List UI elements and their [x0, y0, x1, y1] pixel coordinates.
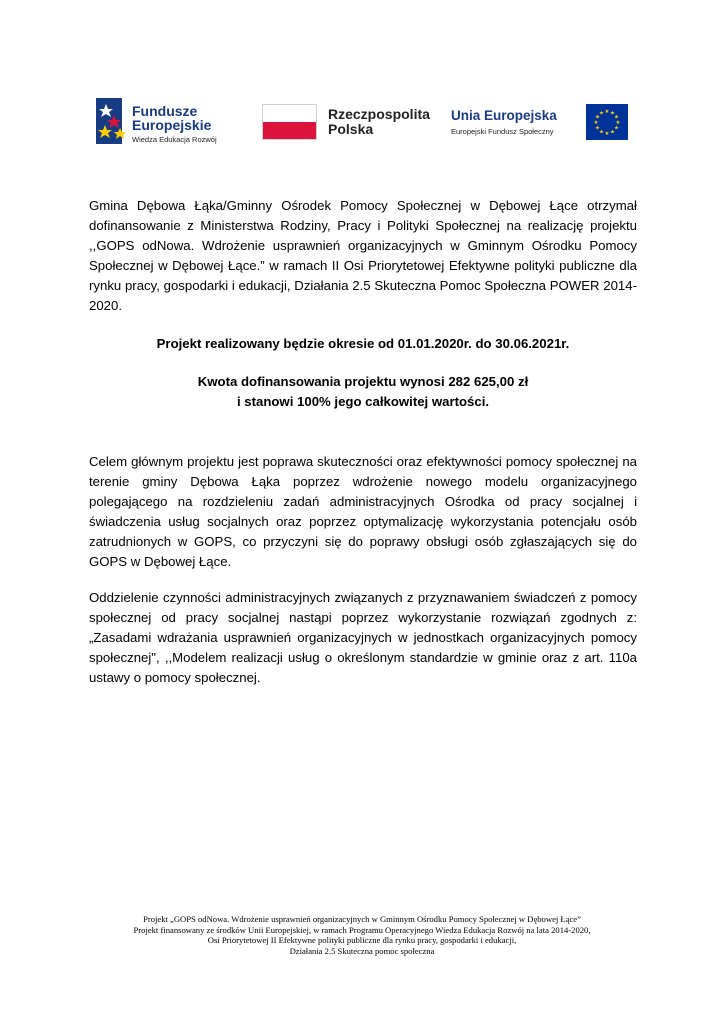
footer-line4: Działania 2.5 Skuteczna pomoc społeczna — [289, 945, 435, 956]
unia-europejska-logo — [451, 104, 631, 144]
eu-star-icon: ★ — [615, 120, 621, 126]
eu-star-icon: ★ — [610, 129, 615, 136]
goal-paragraph: Celem głównym projektu jest poprawa skuteczności oraz efektywności pomocy społecznej na terenie gminy Dębowa Łąka poprzez wdrożenie nowego modelu organizacyjnego polegającego na rozdzieleniu zadań administracyjnych Ośrodka od pracy socjalnej i świadczenia usług socjalnych oraz poprzez optymalizację wykorzystania potencjału osób zatrudnionych w GOPS, co przyczyni się do poprawy obsługi osób zgłaszających się do GOPS w Dębowej Łące. — [89, 454, 637, 569]
eu-star-icon: ★ — [595, 125, 600, 132]
eu-star-icon: ★ — [614, 114, 619, 121]
fe-line1: Fundusze — [132, 103, 198, 119]
funding-amount: Kwota dofinansowania projektu wynosi 282 625,00 zł — [197, 374, 529, 389]
footer-line2: Projekt finansowany ze środków Unii Europejskiej, w ramach Programu Operacyjnego Wiedza Edukacja Rozwój na lata 2014-2020, — [133, 924, 591, 935]
eu-star-icon: ★ — [599, 129, 604, 136]
eu-star-icon: ★ — [604, 109, 610, 115]
fe-line3: Wiedza Edukacja Rozwój — [132, 135, 217, 144]
footer — [60, 914, 664, 956]
rp-line1: Rzeczpospolita — [328, 106, 430, 122]
ue-line1: Unia Europejska — [451, 108, 557, 123]
footer-line3: Osi Priorytetowej II Efektywne polityki publiczne dla rynku pracy, gospodarki i edukacji, — [207, 935, 517, 946]
rzeczpospolita-polska-logo — [262, 104, 432, 142]
eu-star-icon: ★ — [610, 110, 615, 117]
eu-star-icon: ★ — [593, 120, 599, 126]
eu-star-icon: ★ — [604, 131, 610, 137]
polish-flag-icon — [262, 104, 317, 140]
eu-star-icon: ★ — [595, 114, 600, 121]
footer-line1: Projekt „GOPS odNowa. Wdrożenie usprawnień organizacyjnych w Gminnym Ośrodku Pomocy Społecznej w Dębowej Łące” — [143, 914, 581, 924]
fe-line2: Europejskie — [132, 117, 212, 133]
eu-star-icon: ★ — [599, 110, 604, 117]
eu-flag-icon — [586, 104, 628, 140]
fe-stars-icon — [96, 98, 130, 144]
document-body — [89, 196, 637, 688]
intro-paragraph: Gmina Dębowa Łąka/Gminny Ośrodek Pomocy Społecznej w Dębowej Łące otrzymał dofinansowanie z Ministerstwa Rodziny, Pracy i Polityki Społecznej na realizację projektu ,,GOPS odNowa. Wdrożenie usprawnień organizacyjnych w Gminnym Ośrodku Pomocy Społecznej w Dębowej Łące.” w ramach II Osi Priorytetowej Efektywne polityki publiczne dla rynku pracy, gospodarki i edukacji, Działania 2.5 Skuteczna Pomoc Społeczna POWER 2014-2020. — [89, 198, 637, 313]
separation-paragraph: Oddzielenie czynności administracyjnych związanych z przyznawaniem świadczeń z pomocy społecznej od pracy socjalnej nastąpi poprzez wykorzystanie rozwiązań zgodnych z: „Zasadami wdrażania usprawnień organizacyjnych w jednostkach organizacyjnych pomocy społecznej", ,,Modelem realizacji usług o określonym standardzie w gminie oraz z art. 110a ustawy o pomocy społecznej. — [89, 590, 637, 685]
logo-bar — [0, 0, 724, 160]
ue-line2: Europejski Fundusz Społeczny — [451, 127, 554, 136]
project-period: Projekt realizowany będzie okresie od 01.01.2020r. do 30.06.2021r. — [156, 336, 570, 351]
funding-share: i stanowi 100% jego całkowitej wartości. — [236, 394, 490, 409]
fundusze-europejskie-logo — [96, 98, 236, 148]
eu-star-icon: ★ — [614, 125, 619, 132]
rp-line2: Polska — [328, 121, 374, 137]
